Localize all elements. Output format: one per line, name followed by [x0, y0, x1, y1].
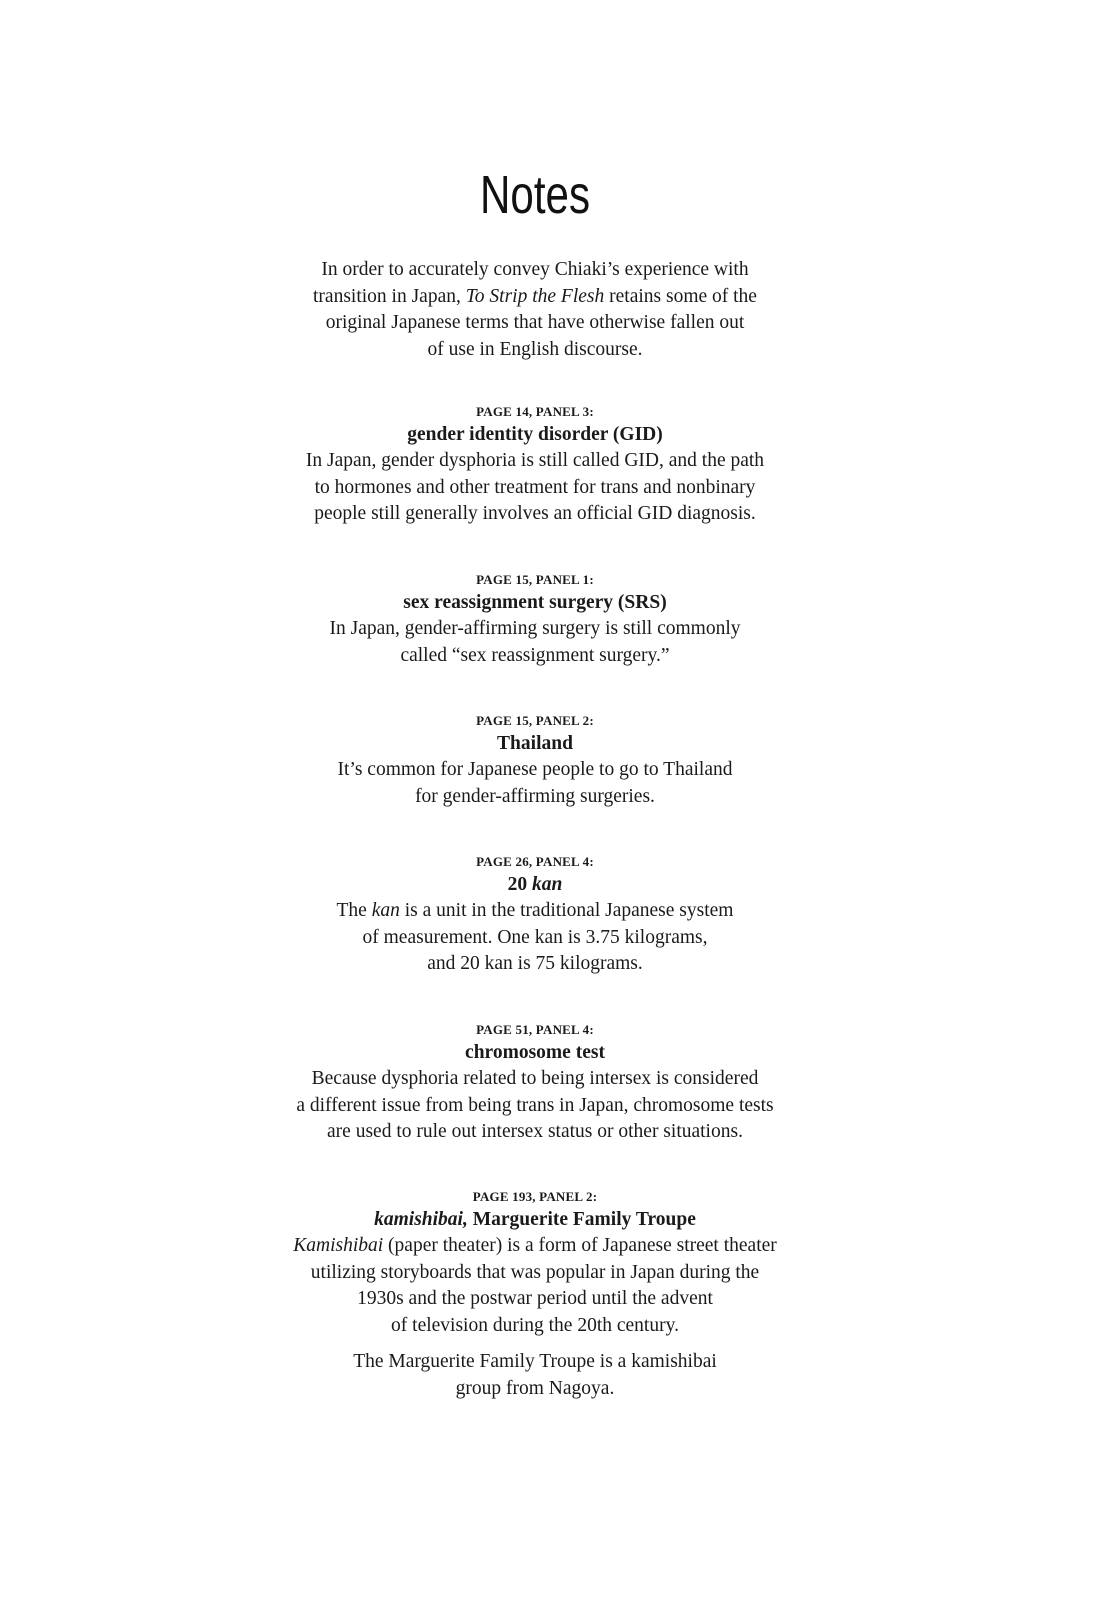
note-kan — [235, 852, 835, 978]
note-thailand — [235, 711, 835, 810]
note-term-prefix: 20 — [507, 874, 528, 895]
intro-line-2-prefix: transition in Japan, — [313, 285, 461, 307]
intro-paragraph — [235, 257, 835, 363]
note-reference: PAGE 15, PANEL 2: — [476, 713, 594, 728]
note-line — [235, 1233, 835, 1260]
note-reference: PAGE 15, PANEL 1: — [476, 572, 594, 587]
note-term-italic: kan — [532, 874, 563, 895]
note-line: In Japan, gender dysphoria is still called GID, and the path — [305, 450, 765, 471]
note-reference: PAGE 51, PANEL 4: — [476, 1022, 594, 1037]
note-line: are used to rule out intersex status or other situations. — [327, 1121, 743, 1142]
note-reference: PAGE 193, PANEL 2: — [472, 1189, 598, 1204]
note-term — [235, 1207, 835, 1233]
book-title: To Strip the Flesh — [465, 285, 605, 307]
note-line: to hormones and other treatment for trans and nonbinary — [314, 476, 756, 498]
note-srs — [235, 570, 835, 669]
note-term-italic: kamishibai, — [374, 1209, 468, 1230]
note-line: 1930s and the postwar period until the advent — [357, 1288, 713, 1309]
note-line: group from Nagoya. — [455, 1377, 615, 1399]
intro-line-4: of use in English discourse. — [427, 338, 643, 360]
note-reference: PAGE 26, PANEL 4: — [476, 854, 594, 869]
note-term: sex reassignment surgery (SRS) — [403, 592, 667, 613]
intro-line-3: original Japanese terms that have otherwise fallen out — [325, 312, 745, 333]
note-line-suffix: (paper theater) is a form of Japanese street theater — [388, 1235, 777, 1256]
note-line: The Marguerite Family Troupe is a kamishibai — [353, 1351, 717, 1372]
note-line-italic: Kamishibai — [293, 1235, 384, 1256]
note-line — [235, 898, 835, 925]
note-term: gender identity disorder (GID) — [407, 424, 663, 445]
note-term-suffix: Marguerite Family Troupe — [472, 1209, 696, 1230]
note-line-prefix: The — [336, 900, 367, 921]
paragraph-gap — [235, 1339, 835, 1349]
note-line: people still generally involves an official GID diagnosis. — [314, 503, 756, 524]
note-line: called “sex reassignment surgery.” — [400, 644, 670, 666]
note-chromosome — [235, 1020, 835, 1146]
note-term — [235, 872, 835, 898]
intro-line-1: In order to accurately convey Chiaki’s experience with — [321, 259, 749, 280]
intro-line-2-suffix: retains some of the — [609, 285, 757, 307]
note-term: chromosome test — [465, 1042, 605, 1063]
note-line: for gender-affirming surgeries. — [415, 785, 655, 807]
note-term: Thailand — [497, 733, 573, 754]
note-kamishibai — [235, 1187, 835, 1402]
note-line: and 20 kan is 75 kilograms. — [427, 953, 643, 974]
note-line-suffix: is a unit in the traditional Japanese system — [404, 900, 734, 921]
note-reference: PAGE 14, PANEL 3: — [476, 404, 594, 419]
intro-line-2 — [235, 284, 835, 311]
note-line-italic: kan — [371, 900, 400, 921]
note-line: utilizing storyboards that was popular in Japan during the — [310, 1261, 760, 1283]
note-line: It’s common for Japanese people to go to Thailand — [337, 759, 733, 780]
note-line: Because dysphoria related to being intersex is considered — [311, 1068, 759, 1089]
note-gid — [235, 402, 835, 528]
note-line: of measurement. One kan is 3.75 kilograms, — [362, 926, 708, 948]
page-title: Notes — [479, 165, 591, 225]
note-line: a different issue from being trans in Japan, chromosome tests — [296, 1094, 774, 1116]
note-line: of television during the 20th century. — [391, 1314, 679, 1336]
note-line: In Japan, gender-affirming surgery is still commonly — [329, 618, 741, 639]
